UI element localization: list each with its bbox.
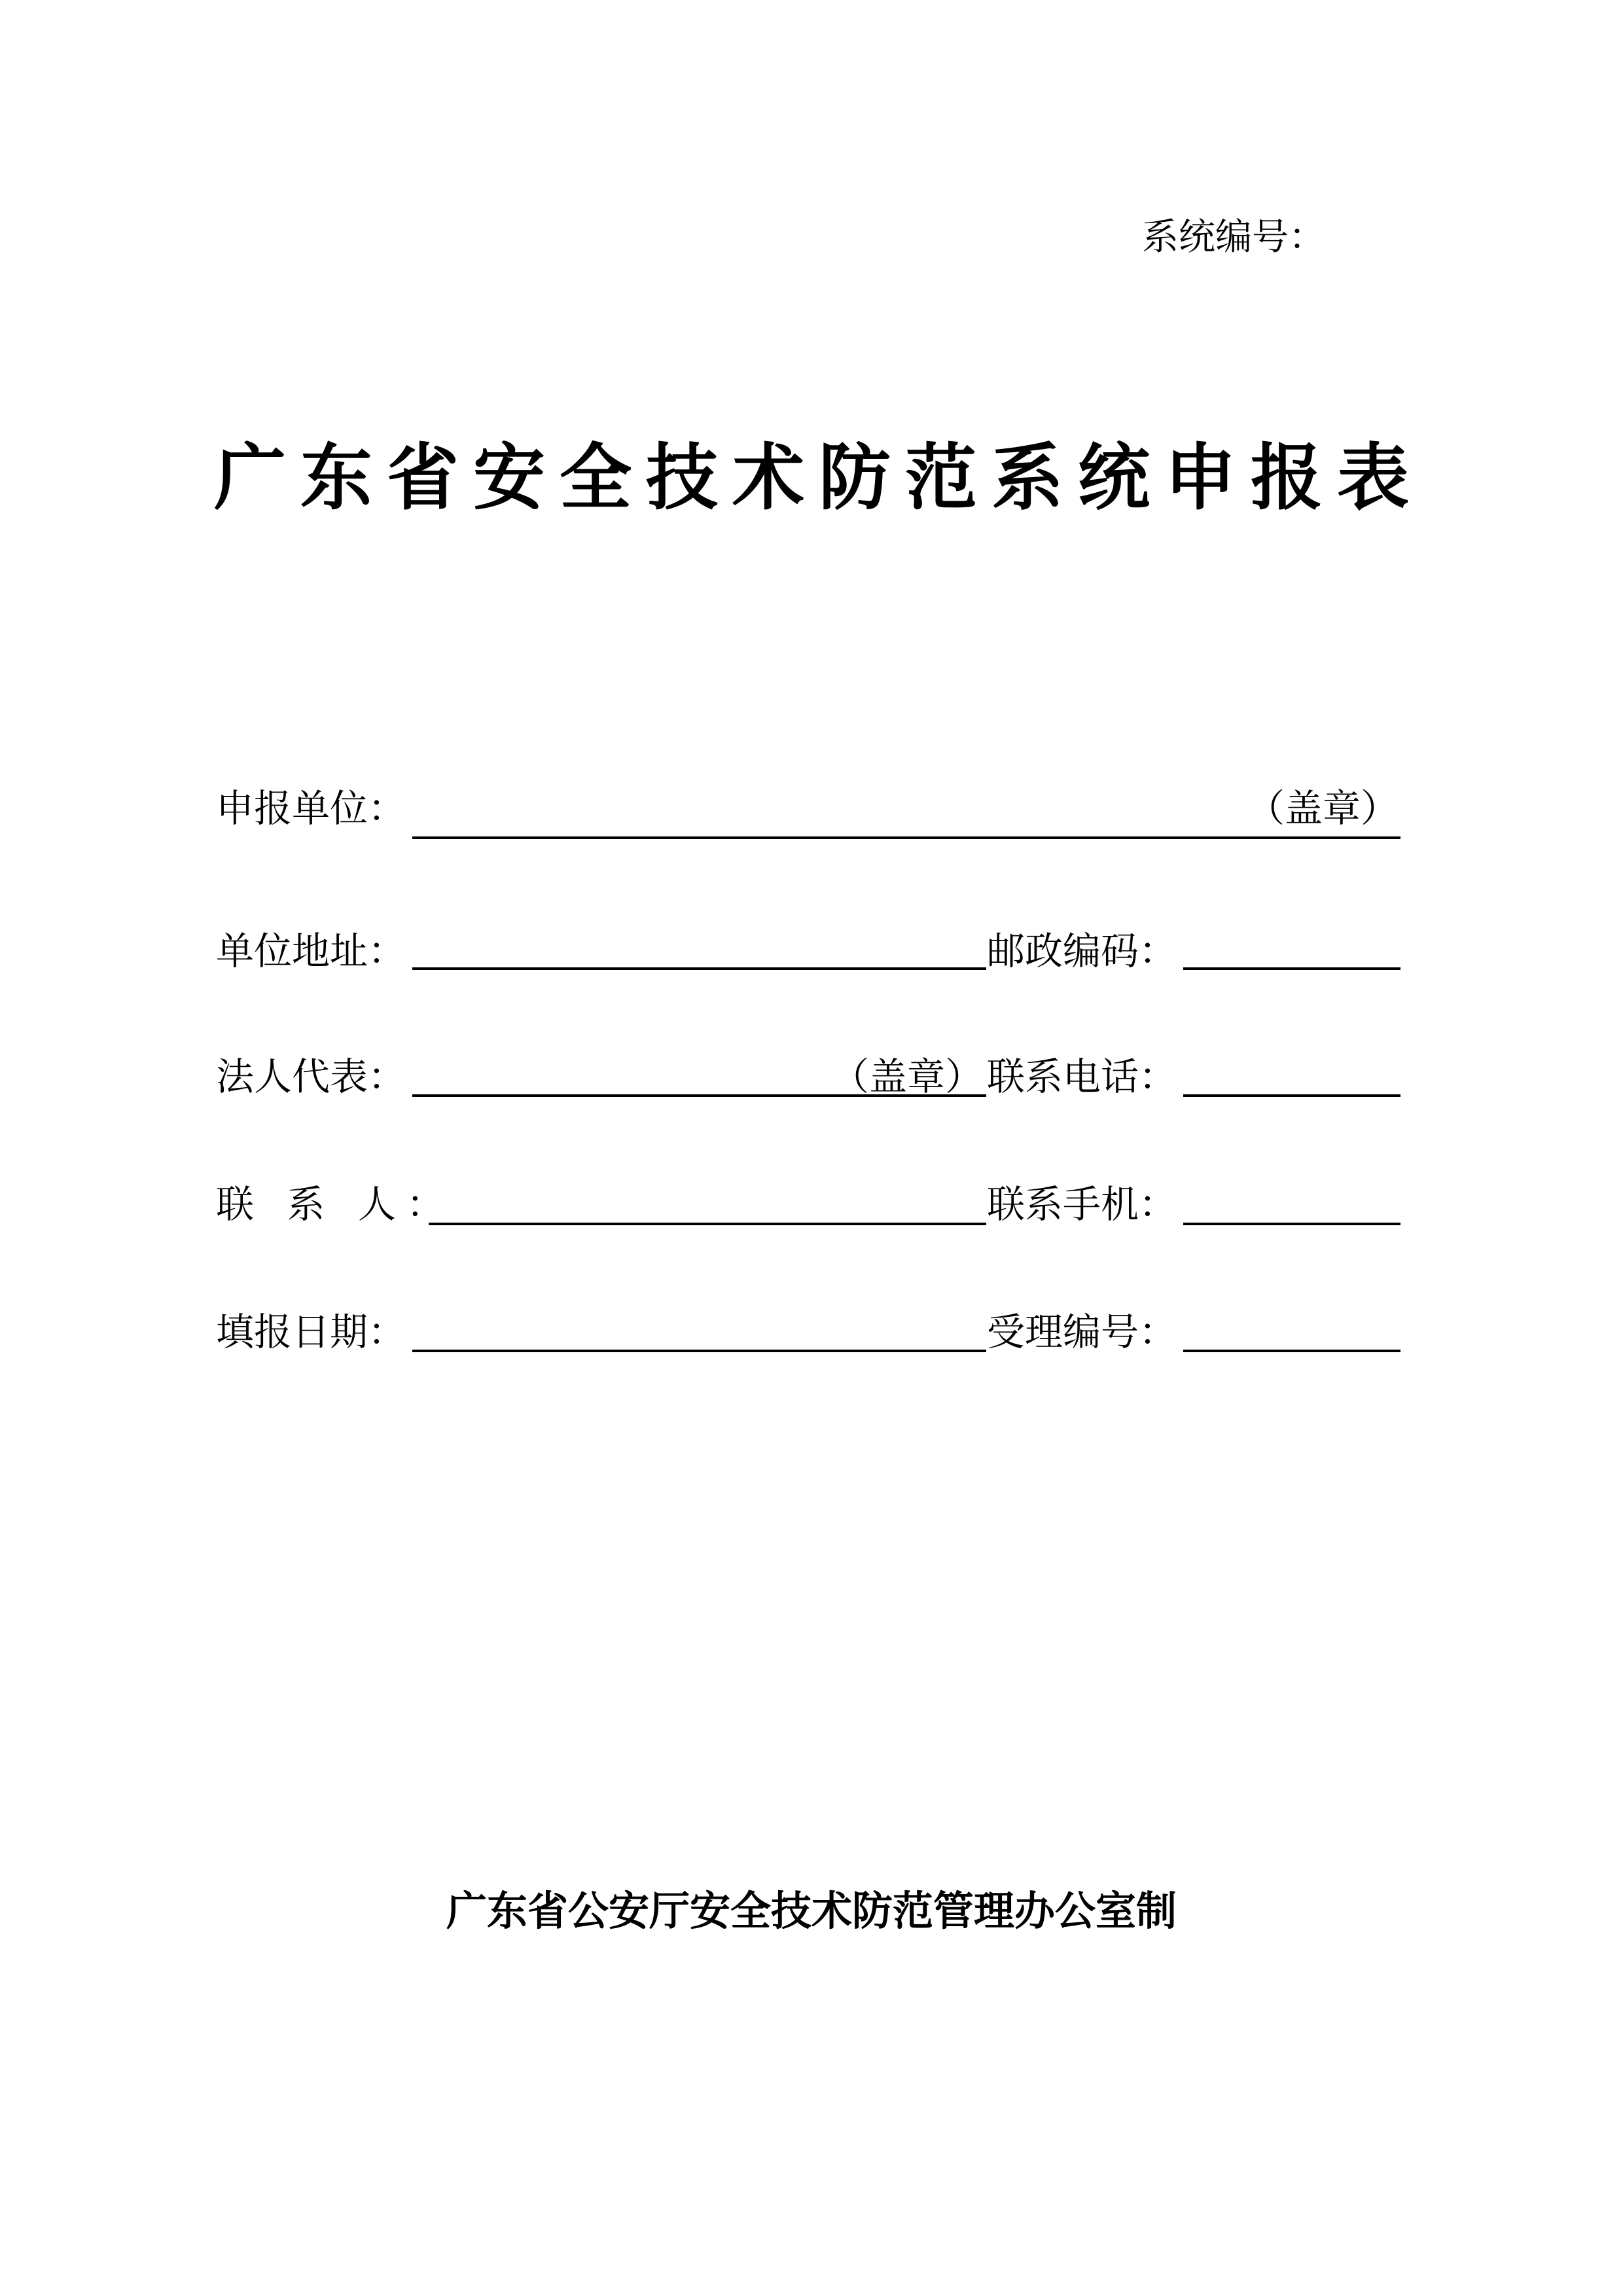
contact-mobile-label: 联系手机： <box>987 1182 1177 1227</box>
page-title: 广东省安全技术防范系统申报表 <box>214 436 1423 520</box>
postal-code-label: 邮政编码： <box>987 929 1177 973</box>
fill-date-field[interactable] <box>412 1350 986 1352</box>
unit-address-label: 单位地址： <box>216 929 406 973</box>
legal-representative-label: 法人代表： <box>216 1054 406 1099</box>
legal-representative-seal: （盖章） <box>831 1054 984 1099</box>
acceptance-number-field[interactable] <box>1183 1350 1400 1352</box>
applicant-unit-seal: （盖章） <box>1247 786 1399 831</box>
contact-mobile-field[interactable] <box>1183 1223 1400 1225</box>
contact-phone-label: 联系电话： <box>987 1054 1177 1099</box>
applicant-unit-label: 申报单位： <box>216 786 406 831</box>
fill-date-label: 填报日期： <box>216 1310 406 1354</box>
applicant-unit-field[interactable] <box>412 836 1400 839</box>
contact-phone-field[interactable] <box>1183 1094 1400 1097</box>
issuing-office: 广东省公安厅安全技术防范管理办公室制 <box>446 1887 1177 1935</box>
contact-person-field[interactable] <box>429 1223 986 1225</box>
contact-person-label: 联 系 人： <box>216 1182 455 1227</box>
system-number-label: 系统编号： <box>1142 216 1325 259</box>
acceptance-number-label: 受理编号： <box>987 1310 1177 1354</box>
unit-address-field[interactable] <box>412 967 986 970</box>
postal-code-field[interactable] <box>1183 967 1400 970</box>
